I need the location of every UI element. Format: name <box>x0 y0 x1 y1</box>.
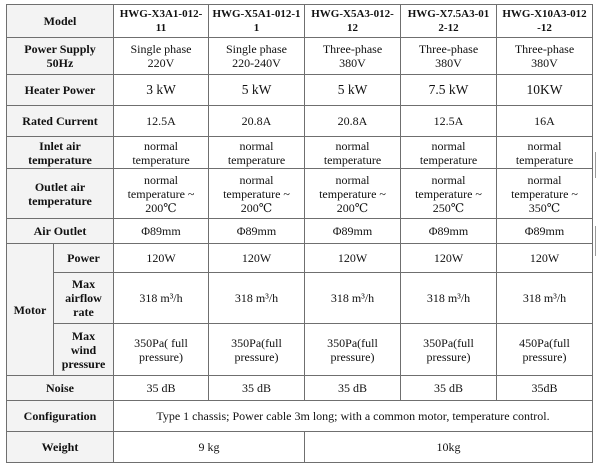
model-cell: HWG-X7.5A3-01 2-12 <box>401 5 497 38</box>
weight-cell: 10kg <box>305 432 593 463</box>
row-weight <box>7 432 593 463</box>
model-cell: HWG-X5A3-012- 12 <box>305 5 401 38</box>
inlet-temp-cell: normal temperature <box>209 137 305 169</box>
motor-power-label: Power <box>54 244 114 273</box>
outlet-temp-cell: normal temperature ~ 200℃ <box>209 169 305 219</box>
air-outlet-cell: Φ89mm <box>497 219 593 244</box>
heater-power-cell: 3 kW <box>114 75 209 106</box>
noise-cell: 35 dB <box>114 376 209 401</box>
max-airflow-cell: 318 m³/h <box>401 273 497 324</box>
noise-cell: 35 dB <box>209 376 305 401</box>
model-label: Model <box>7 5 114 38</box>
row-inlet-temperature <box>7 137 593 169</box>
row-rated-current <box>7 106 593 137</box>
row-power-supply <box>7 38 593 75</box>
row-outlet-temperature <box>7 169 593 219</box>
configuration-cell: Type 1 chassis; Power cable 3m long; with a common motor, temperature control. <box>114 401 593 432</box>
power-supply-cell: Three-phase 380V <box>497 38 593 75</box>
outlet-temp-cell: normal temperature ~ 250℃ <box>401 169 497 219</box>
noise-cell: 35 dB <box>305 376 401 401</box>
outlet-temp-label: Outlet air temperature <box>7 169 114 219</box>
power-supply-cell: Three-phase 380V <box>401 38 497 75</box>
rated-current-cell: 12.5A <box>401 106 497 137</box>
heater-power-cell: 5 kW <box>305 75 401 106</box>
inlet-temp-label: Inlet air temperature <box>7 137 114 169</box>
heater-power-cell: 5 kW <box>209 75 305 106</box>
model-cell: HWG-X10A3-012 -12 <box>497 5 593 38</box>
air-outlet-cell: Φ89mm <box>209 219 305 244</box>
max-airflow-cell: 318 m³/h <box>114 273 209 324</box>
motor-power-cell: 120W <box>497 244 593 273</box>
noise-cell: 35dB <box>497 376 593 401</box>
power-supply-cell: Single phase 220-240V <box>209 38 305 75</box>
power-supply-cell: Three-phase 380V <box>305 38 401 75</box>
noise-cell: 35 dB <box>401 376 497 401</box>
power-supply-label: Power Supply 50Hz <box>7 38 114 75</box>
rated-current-cell: 20.8A <box>305 106 401 137</box>
power-supply-cell: Single phase 220V <box>114 38 209 75</box>
outlet-temp-cell: normal temperature ~ 200℃ <box>114 169 209 219</box>
max-pressure-label: Max wind pressure <box>54 324 114 376</box>
inlet-temp-cell: normal temperature <box>497 137 593 169</box>
inlet-temp-cell: normal temperature <box>401 137 497 169</box>
rated-current-label: Rated Current <box>7 106 114 137</box>
row-model <box>7 5 593 38</box>
motor-power-cell: 120W <box>401 244 497 273</box>
rated-current-cell: 20.8A <box>209 106 305 137</box>
max-airflow-cell: 318 m³/h <box>305 273 401 324</box>
inlet-temp-cell: normal temperature <box>114 137 209 169</box>
row-configuration <box>7 401 593 432</box>
max-pressure-cell: 350Pa(full pressure) <box>401 324 497 376</box>
row-heater-power <box>7 75 593 106</box>
motor-label: Motor <box>7 244 54 376</box>
noise-label: Noise <box>7 376 114 401</box>
motor-power-cell: 120W <box>209 244 305 273</box>
max-pressure-cell: 350Pa(full pressure) <box>305 324 401 376</box>
outlet-temp-cell: normal temperature ~ 350℃ <box>497 169 593 219</box>
row-max-airflow <box>7 273 593 324</box>
outlet-temp-cell: normal temperature ~ 200℃ <box>305 169 401 219</box>
motor-power-cell: 120W <box>114 244 209 273</box>
row-motor-power <box>7 244 593 273</box>
model-cell: HWG-X5A1-012-1 1 <box>209 5 305 38</box>
heater-power-cell: 7.5 kW <box>401 75 497 106</box>
max-pressure-cell: 350Pa( full pressure) <box>114 324 209 376</box>
max-pressure-cell: 450Pa(full pressure) <box>497 324 593 376</box>
air-outlet-cell: Φ89mm <box>401 219 497 244</box>
max-pressure-cell: 350Pa(full pressure) <box>209 324 305 376</box>
row-max-pressure <box>7 324 593 376</box>
weight-cell: 9 kg <box>114 432 305 463</box>
rated-current-cell: 16A <box>497 106 593 137</box>
edge-mark <box>595 152 600 178</box>
configuration-label: Configuration <box>7 401 114 432</box>
spec-table <box>6 4 593 463</box>
row-air-outlet <box>7 219 593 244</box>
heater-power-label: Heater Power <box>7 75 114 106</box>
air-outlet-label: Air Outlet <box>7 219 114 244</box>
model-cell: HWG-X3A1-012- 11 <box>114 5 209 38</box>
heater-power-cell: 10KW <box>497 75 593 106</box>
weight-label: Weight <box>7 432 114 463</box>
air-outlet-cell: Φ89mm <box>114 219 209 244</box>
max-airflow-label: Max airflow rate <box>54 273 114 324</box>
edge-mark <box>595 226 600 256</box>
air-outlet-cell: Φ89mm <box>305 219 401 244</box>
max-airflow-cell: 318 m³/h <box>497 273 593 324</box>
motor-power-cell: 120W <box>305 244 401 273</box>
rated-current-cell: 12.5A <box>114 106 209 137</box>
row-noise <box>7 376 593 401</box>
inlet-temp-cell: normal temperature <box>305 137 401 169</box>
max-airflow-cell: 318 m³/h <box>209 273 305 324</box>
